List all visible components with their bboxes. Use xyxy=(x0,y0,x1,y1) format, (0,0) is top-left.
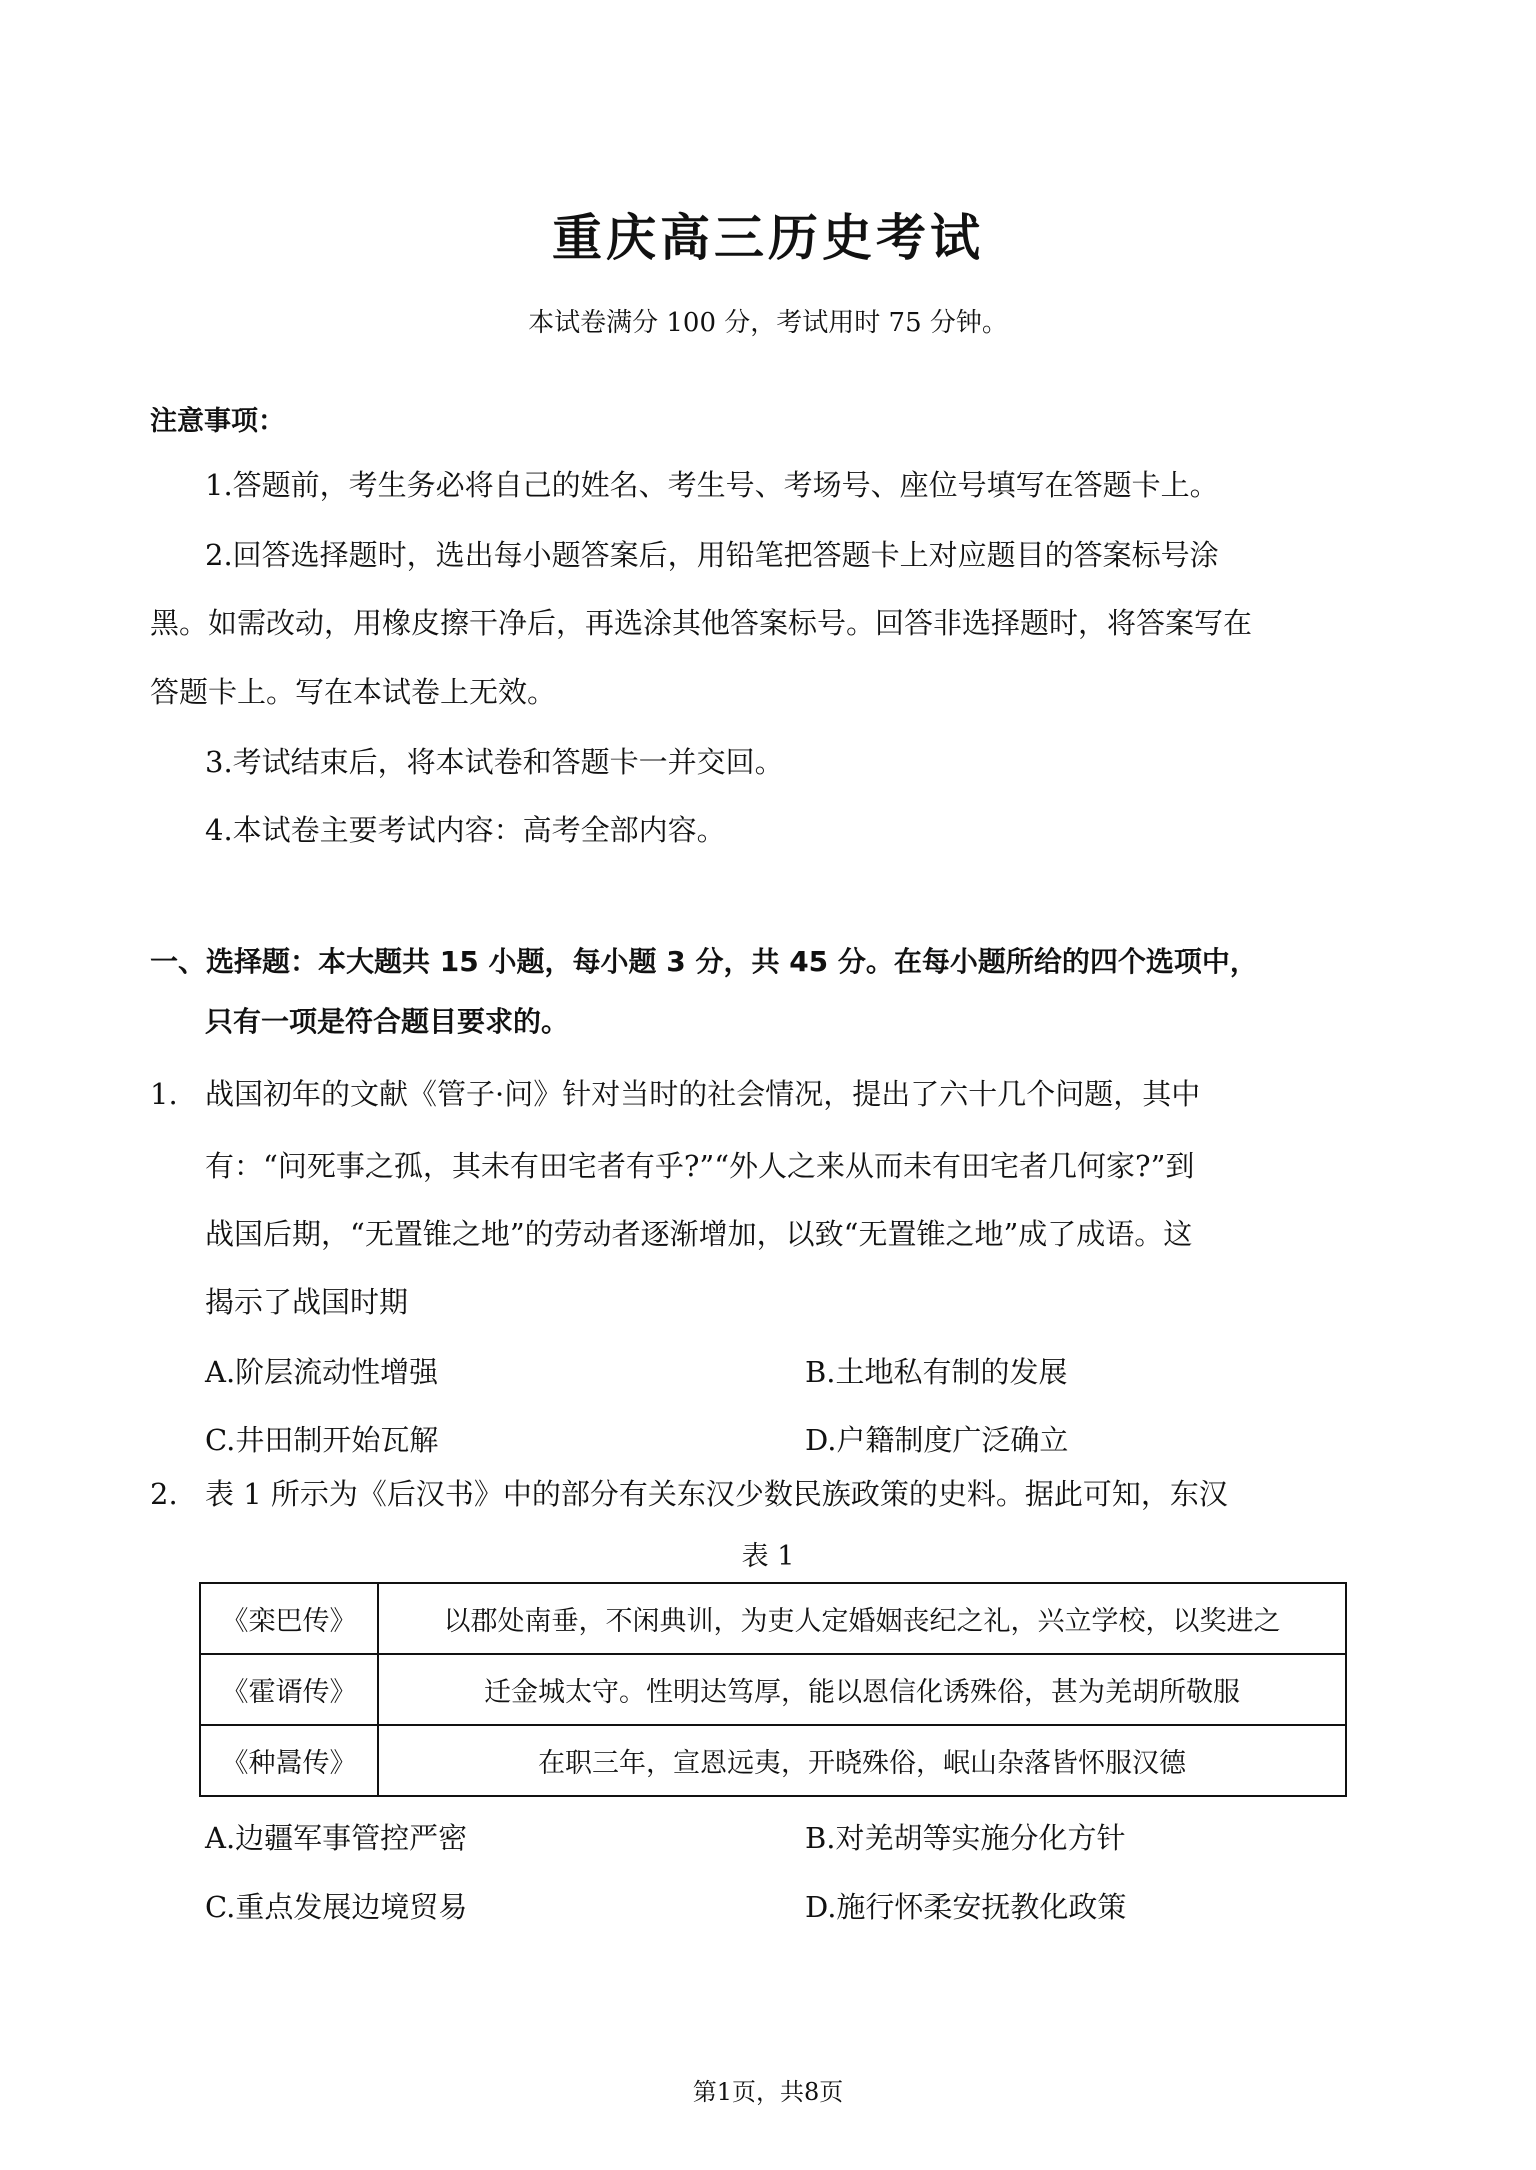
question-2-stem: 表 1 所示为《后汉书》中的部分有关东汉少数民族政策的史料。据此可知，东汉 xyxy=(205,1477,1228,1511)
history-table xyxy=(199,1582,1347,1797)
page-title: 重庆高三历史考试 xyxy=(552,209,984,267)
table-cell-source: 《霍谞传》 xyxy=(200,1654,378,1725)
table-row xyxy=(200,1583,1346,1654)
table-cell-text: 迁金城太守。性明达笃厚，能以恩信化诱殊俗，甚为羌胡所敬服 xyxy=(378,1654,1346,1725)
note-item-2-cont: 黑。如需改动，用橡皮擦干净后，再选涂其他答案标号。回答非选择题时，将答案写在 xyxy=(150,606,1253,640)
table-cell-text: 以郡处南垂，不闲典训，为吏人定婚姻丧纪之礼，兴立学校，以奖进之 xyxy=(378,1583,1346,1654)
section-heading: 一、选择题：本大题共 15 小题，每小题 3 分，共 45 分。在每小题所给的四个选项中， xyxy=(150,945,1258,978)
question-1-line-3: 战国后期，“无置锥之地”的劳动者逐渐增加，以致“无置锥之地”成了成语。这 xyxy=(205,1217,1193,1251)
note-item-2: 2.回答选择题时，选出每小题答案后，用铅笔把答题卡上对应题目的答案标号涂 xyxy=(205,538,1219,572)
note-item-4: 4.本试卷主要考试内容：高考全部内容。 xyxy=(205,813,726,847)
table-cell-text: 在职三年，宣恩远夷，开晓殊俗，岷山杂落皆怀服汉德 xyxy=(378,1725,1346,1796)
notes-heading: 注意事项： xyxy=(150,406,285,437)
question-1-line-1: 战国初年的文献《管子·问》针对当时的社会情况，提出了六十几个问题，其中 xyxy=(205,1077,1201,1111)
question-2-option-c: C.重点发展边境贸易 xyxy=(205,1890,468,1924)
question-1-line-4: 揭示了战国时期 xyxy=(205,1285,409,1319)
question-1-option-d: D.户籍制度广泛确立 xyxy=(805,1423,1069,1457)
note-item-3: 3.考试结束后，将本试卷和答题卡一并交回。 xyxy=(205,745,784,779)
question-2-number: 2. xyxy=(150,1477,178,1511)
question-2-option-a: A.边疆军事管控严密 xyxy=(205,1821,468,1855)
table-cell-source: 《种暠传》 xyxy=(200,1725,378,1796)
question-1-option-b: B.土地私有制的发展 xyxy=(805,1355,1068,1389)
section-heading-cont: 只有一项是符合题目要求的。 xyxy=(205,1005,570,1038)
question-1-number: 1. xyxy=(150,1077,178,1111)
table-caption: 表 1 xyxy=(741,1541,795,1572)
question-2-option-d: D.施行怀柔安抚教化政策 xyxy=(805,1890,1127,1924)
table-cell-source: 《栾巴传》 xyxy=(200,1583,378,1654)
question-2-option-b: B.对羌胡等实施分化方针 xyxy=(805,1821,1126,1855)
table-row xyxy=(200,1654,1346,1725)
note-item-1: 1.答题前，考生务必将自己的姓名、考生号、考场号、座位号填写在答题卡上。 xyxy=(205,468,1219,502)
question-1-line-2: 有：“问死事之孤，其未有田宅者有乎?”“外人之来从而未有田宅者几何家?”到 xyxy=(205,1149,1195,1183)
exam-info: 本试卷满分 100 分，考试用时 75 分钟。 xyxy=(528,308,1008,338)
question-1-option-a: A.阶层流动性增强 xyxy=(205,1355,439,1389)
note-item-2-cont2: 答题卡上。写在本试卷上无效。 xyxy=(150,675,557,709)
question-1-option-c: C.井田制开始瓦解 xyxy=(205,1423,439,1457)
page-number: 第1页，共8页 xyxy=(692,2078,844,2106)
table-row xyxy=(200,1725,1346,1796)
